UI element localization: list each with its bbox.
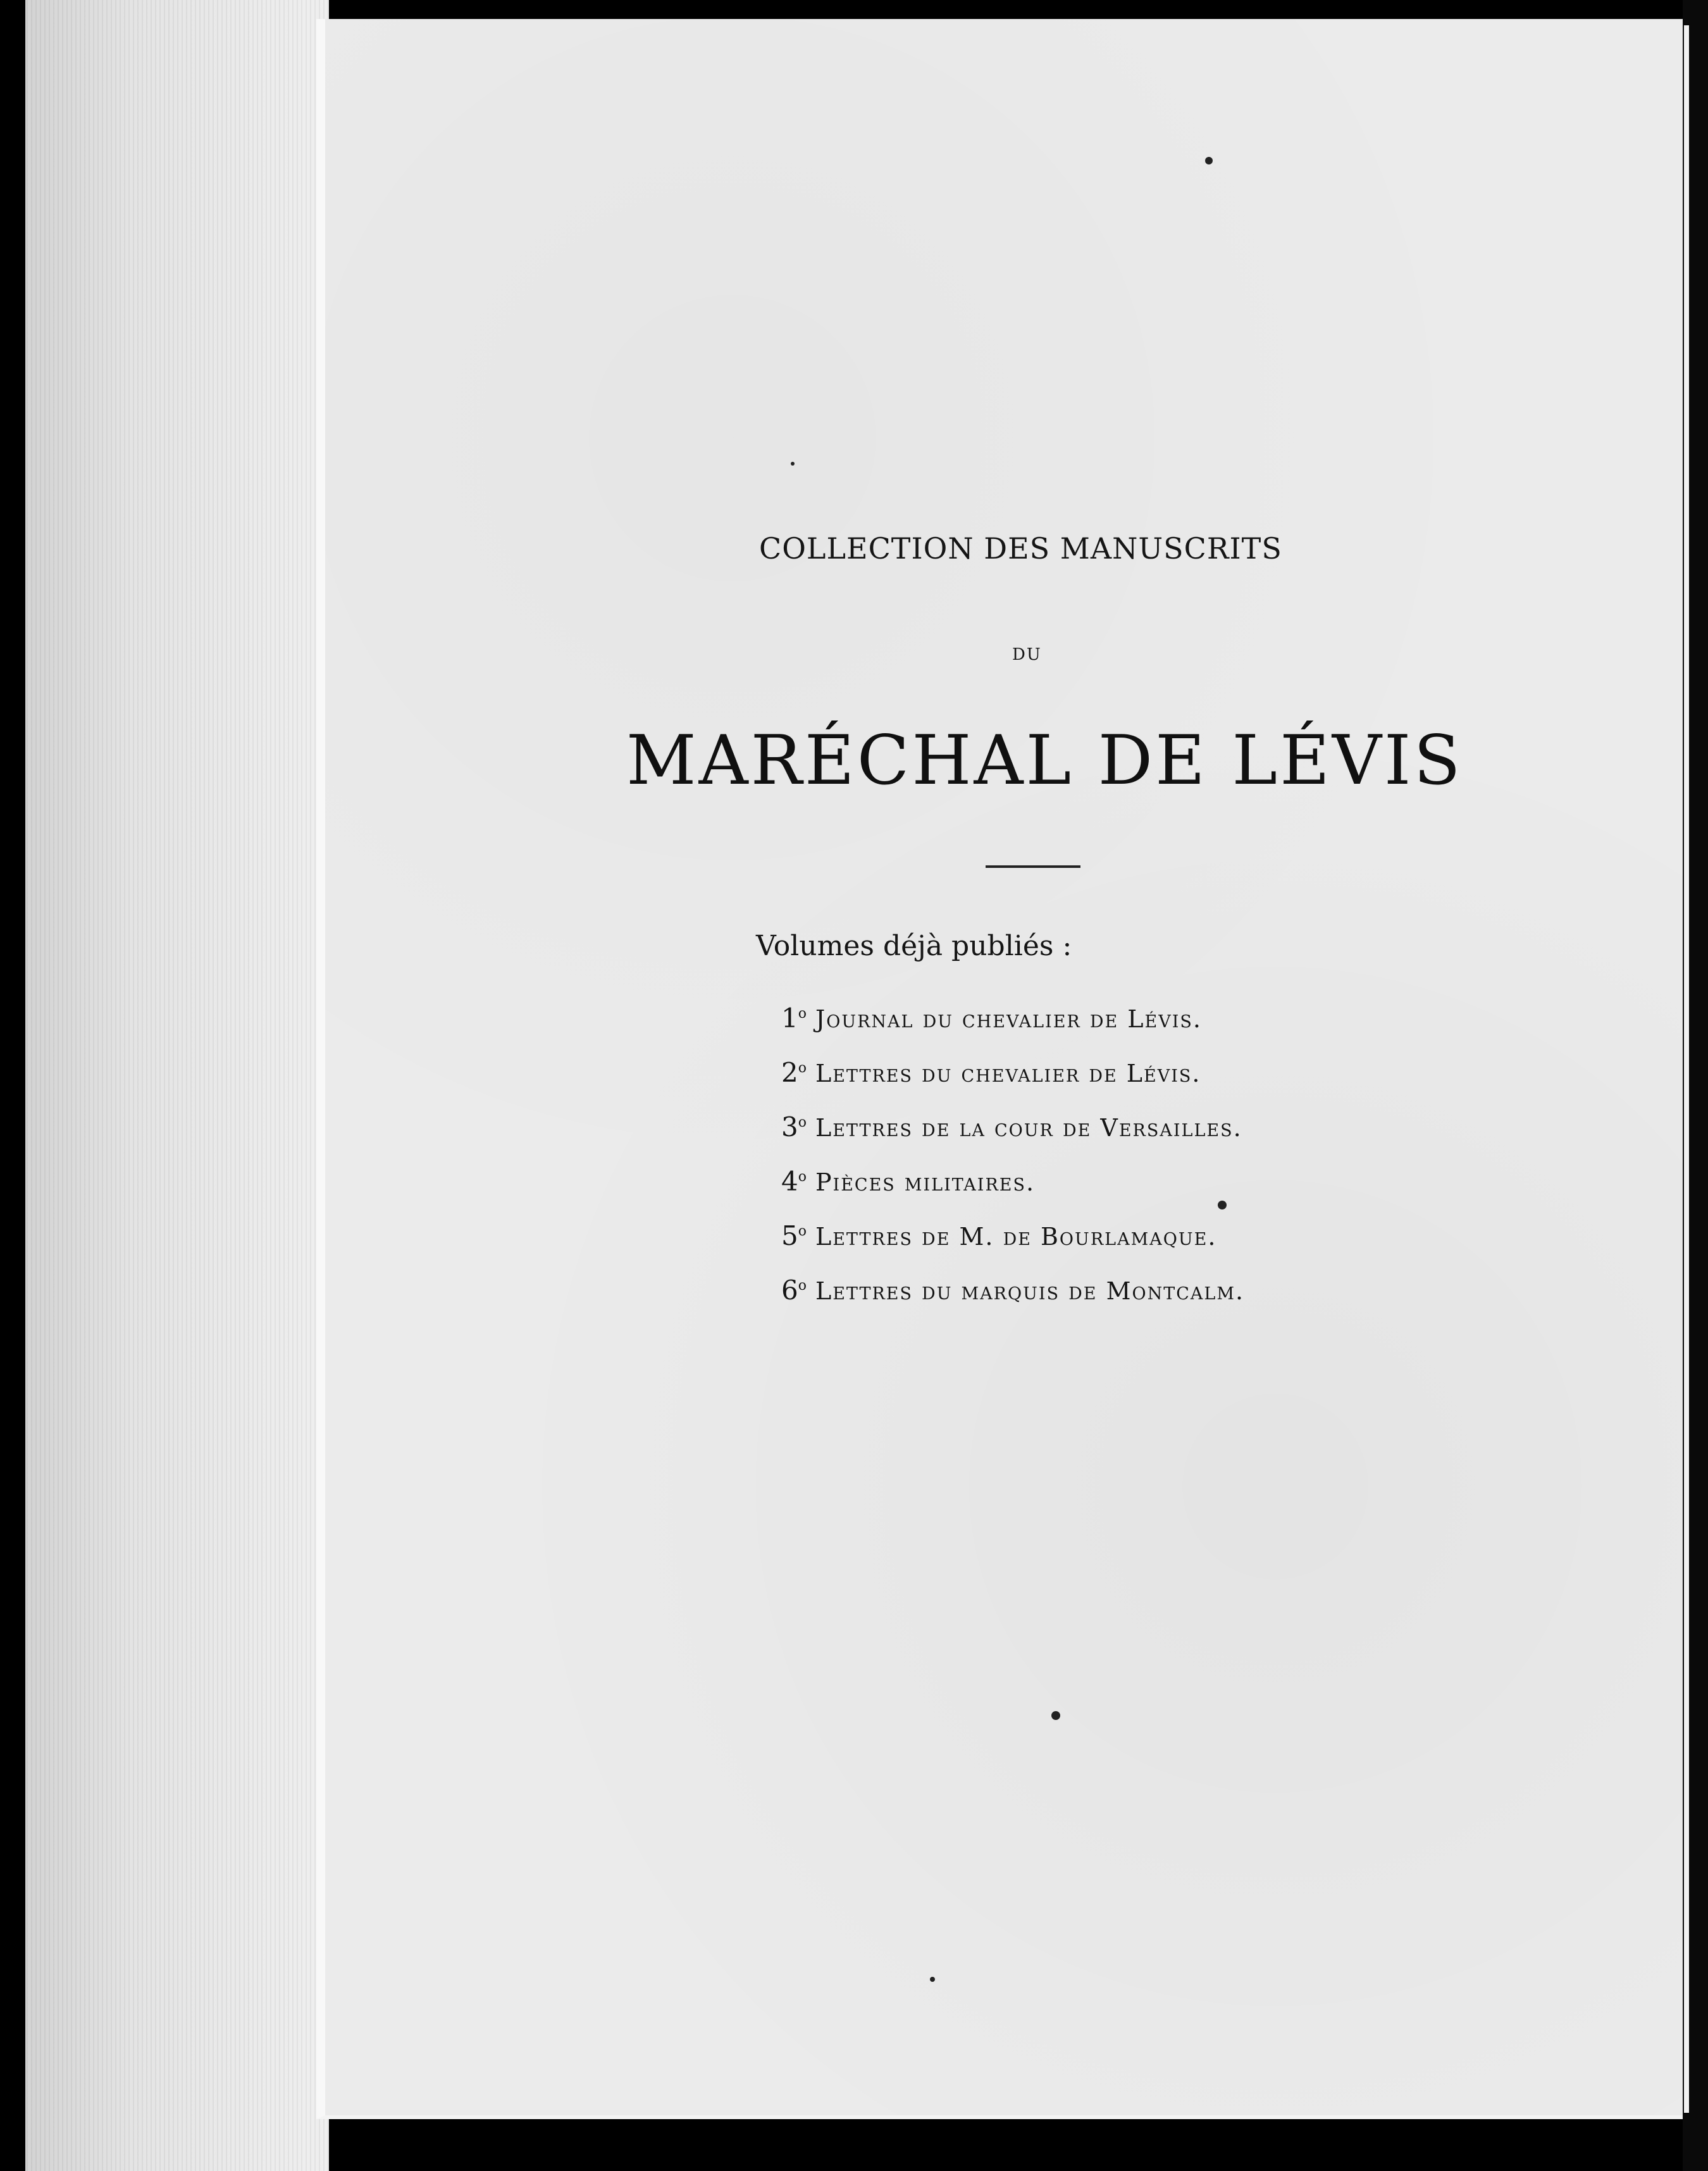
volume-number: 4$^o$ (781, 1166, 807, 1197)
volume-title: Lettres de la cour de Versailles. (815, 1114, 1242, 1142)
ink-speck (1051, 1711, 1060, 1720)
volume-title: Lettres du chevalier de Lévis. (815, 1060, 1201, 1087)
list-item (781, 1259, 1244, 1313)
page-title: MARÉCHAL DE LÉVIS (626, 721, 1463, 800)
divider-rule (986, 865, 1080, 868)
volume-title: Lettres du marquis de Montcalm. (815, 1277, 1245, 1305)
ink-speck (1218, 1201, 1227, 1209)
du-heading: DU (1012, 645, 1042, 664)
volumes-list (781, 987, 1244, 1313)
list-item (781, 987, 1244, 1041)
volume-number: 6$^o$ (781, 1275, 807, 1306)
volume-number: 1$^o$ (781, 1003, 807, 1034)
ink-speck (791, 462, 795, 466)
collection-heading: COLLECTION DES MANUSCRITS (759, 531, 1282, 566)
volume-title: Lettres de M. de Bourlamaque. (815, 1223, 1217, 1251)
list-item (781, 1204, 1244, 1259)
volume-title: Journal du chevalier de Lévis. (815, 1005, 1202, 1033)
volume-number: 2$^o$ (781, 1057, 807, 1088)
volume-number: 5$^o$ (781, 1220, 807, 1251)
ink-speck (930, 1977, 935, 1982)
list-item (781, 1150, 1244, 1204)
ink-speck (1205, 157, 1213, 164)
volume-number: 3$^o$ (781, 1111, 807, 1142)
list-item (781, 1041, 1244, 1096)
volumes-intro: Volumes déjà publiés : (756, 930, 1072, 962)
volume-title: Pièces militaires. (815, 1168, 1036, 1196)
list-item (781, 1096, 1244, 1150)
